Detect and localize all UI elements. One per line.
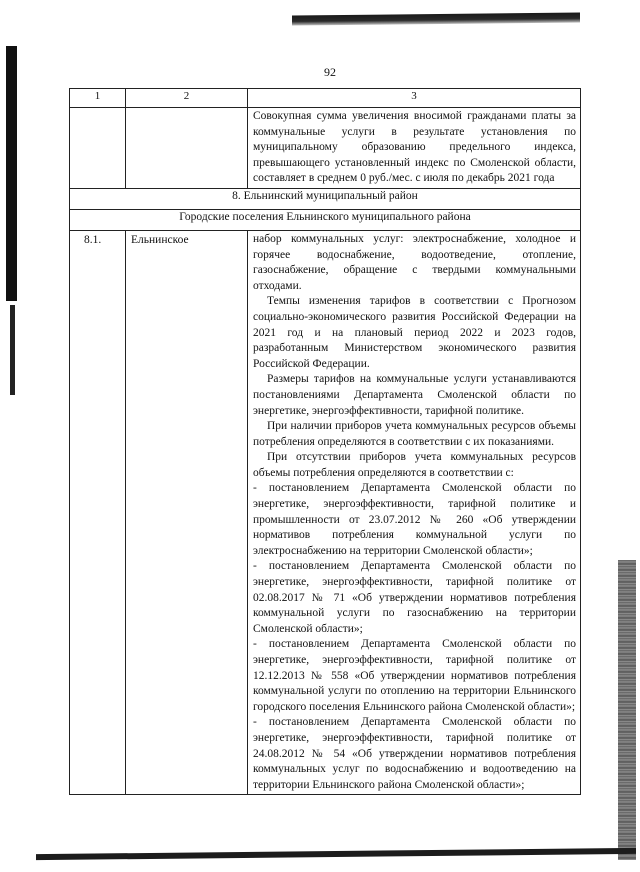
subsection-row <box>70 209 581 230</box>
paragraph: - постановлением Департамента Смоленской области по энергетике, энергоэффективности, тарифной политике от 02.08.2017 № 71 «Об утверждении нормативов потребления коммунальной услуги по газоснабжению на территории Смоленской области»; <box>253 560 576 635</box>
paragraph: Темпы изменения тарифов в соответствии с Прогнозом социально-экономического развития Российской Федерации на 2021 год и на плановый период 2022 и 2023 годов, разработанным Министерством экономического развития Российской Федерации. <box>253 295 576 370</box>
paragraph: Размеры тарифов на коммунальные услуги устанавливаются постановлениями Департамента Смоленской области по энергетике, энергоэффективности, тарифной политике. <box>253 373 576 417</box>
section-title: 8. Ельнинский муниципальный район <box>70 188 581 209</box>
scan-edge-right <box>618 560 636 860</box>
column-header-2: 2 <box>126 89 248 108</box>
paragraph: - постановлением Департамента Смоленской области по энергетике, энергоэффективности, тарифной политике и промышленности от 23.07.2012 № 260 «Об утверждении нормативов потребления коммунальной услуги по электроснабжению на территории Смоленской области»; <box>253 482 576 557</box>
table-header-row <box>70 89 581 108</box>
table-cell <box>126 108 248 189</box>
paragraph: При наличии приборов учета коммунальных ресурсов объемы потребления определяются в соответствии с их показаниями. <box>253 420 576 448</box>
scan-edge-bottom <box>36 848 636 860</box>
summary-text: Совокупная сумма увеличения вносимой гражданами платы за коммунальные услуги в результате установления по муниципальному образованию предельного индекса, превышающего установленный индекс по Смоленской области, составляет в среднем 0 руб./мес. с июля по декабрь 2021 года <box>248 108 581 189</box>
page-number: 92 <box>324 65 336 79</box>
entry-number: 8.1. <box>70 230 126 794</box>
section-row <box>70 188 581 209</box>
scan-edge-left <box>6 46 17 301</box>
entry-name: Ельнинское <box>126 230 248 794</box>
paragraph: - постановлением Департамента Смоленской области по энергетике, энергоэффективности, тарифной политике от 24.08.2012 № 54 «Об утверждении нормативов потребления коммунальных услуг по водоснабжению и водоотведению на территории Ельнинского района Смоленской области»; <box>253 716 576 791</box>
column-header-1: 1 <box>70 89 126 108</box>
table-cell <box>70 108 126 189</box>
tariff-table <box>69 88 581 795</box>
scan-edge-top <box>292 12 580 25</box>
paragraph: набор коммунальных услуг: электроснабжение, холодное и горячее водоснабжение, водоотведение, отопление, газоснабжение, обращение с твердыми коммунальными отходами. <box>253 232 576 292</box>
paragraph: - постановлением Департамента Смоленской области по энергетике, энергоэффективности, тарифной политике от 12.12.2013 № 558 «Об утверждении нормативов потребления коммунальной услуги по отоплению на территории Ельнинского городского поселения Ельнинского района Смоленской области»; <box>253 638 576 713</box>
scan-edge-left-lower <box>10 305 15 395</box>
subsection-title: Городские поселения Ельнинского муниципального района <box>70 209 581 230</box>
paragraph: При отсутствии приборов учета коммунальных ресурсов объемы потребления определяются в соответствии с: <box>253 451 576 479</box>
entry-description <box>248 230 581 794</box>
column-header-3: 3 <box>248 89 581 108</box>
table-row-entry <box>70 230 581 794</box>
table-row-summary <box>70 108 581 189</box>
